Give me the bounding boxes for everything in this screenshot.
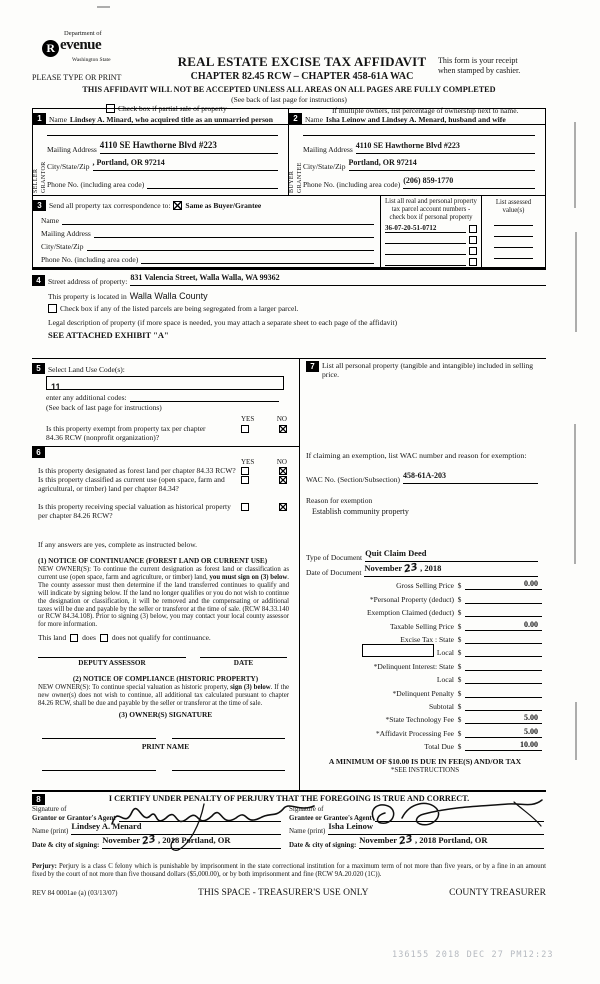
corr-name-label: Name — [41, 216, 59, 225]
processing-fee-dollar: $ — [457, 728, 462, 738]
seller-name-value[interactable]: Lindsey A. Minard, who acquired title as an unmarried person — [69, 115, 273, 124]
see-back-instructions: (See back of last page for instructions) — [46, 403, 162, 412]
buyer-name-value[interactable]: Isha Leinow and Lindsey A. Menard, husband and wife — [325, 115, 506, 124]
personal-deduct-field[interactable] — [465, 593, 542, 604]
grantor-sig-of-label: Signature of — [32, 805, 67, 813]
land-use-code-input[interactable] — [46, 376, 284, 390]
money-row-personal — [306, 590, 542, 603]
form-title: REAL ESTATE EXCISE TAX AFFIDAVIT — [177, 54, 427, 69]
parcel-row-3 — [385, 244, 477, 255]
logo-washington-state: Washington State — [72, 57, 111, 63]
print-name-lines — [42, 761, 285, 771]
legal-description-value[interactable]: SEE ATTACHED EXHIBIT "A" — [48, 330, 169, 340]
buyer-city-value: Portland, OR 97214 — [348, 158, 417, 167]
receipt-note-line2: when stamped by cashier. — [438, 65, 521, 75]
assessed-2-field[interactable] — [494, 226, 533, 237]
continuance-row — [38, 633, 289, 642]
title-block — [122, 54, 482, 82]
local-label-cell — [306, 644, 454, 657]
deputy-assessor-block — [38, 648, 186, 667]
scan-artifact-top — [97, 6, 110, 8]
parcel-row-1 — [385, 222, 477, 233]
send-to-label: Send all property tax correspondence to: — [49, 200, 171, 210]
seller-side-word2: GRANTOR — [40, 161, 47, 193]
form-subtitle: CHAPTER 82.45 RCW – CHAPTER 458-61A WAC — [190, 71, 414, 82]
corr-phone-field[interactable] — [141, 263, 374, 264]
additional-codes-row — [46, 390, 279, 402]
gross-price-dollar: $ — [457, 581, 462, 591]
total-due-dollar: $ — [457, 742, 462, 752]
buyer-city-label: City/State/Zip — [303, 162, 346, 171]
certify-statement: I CERTIFY UNDER PENALTY OF PERJURY THAT THE FOREGOING IS TRUE AND CORRECT. — [108, 794, 470, 803]
corr-mailing-row — [41, 225, 374, 238]
additional-codes-field[interactable] — [130, 401, 279, 402]
grantor-date-row — [32, 835, 281, 849]
notice2-part-c: . If the new owner(s) does not wish to continue, all additional tax calculated pursuant to chapter 84.26 RCW, shall be due and payable by the seller or transferor at the time of sale. — [38, 684, 289, 708]
assessor-signature-row — [38, 648, 287, 667]
street-address-value: 831 Valencia Street, Walla Walla, WA 99362 — [130, 273, 280, 282]
parcel-row-2 — [385, 233, 477, 244]
current-use-question: Is this property classified as current use (open space, farm and agricultural, or timber) land per chapter 84.34? — [38, 475, 225, 493]
doc-date-month: November — [364, 563, 403, 573]
notice1-title: (1) NOTICE OF CONTINUANCE (FOREST LAND OR CURRENT USE) — [38, 557, 268, 565]
total-due-field[interactable] — [465, 740, 542, 751]
yes-label-6: YES — [241, 458, 255, 466]
notice2-part-a: NEW OWNER(S): To continue special valuation as historic property, — [38, 684, 231, 692]
money-row-delinq-interest-local — [306, 671, 542, 684]
section8 — [32, 790, 546, 862]
buyer-mailing-value: 4110 SE Hawthorne Blvd #223 — [355, 141, 460, 150]
perjury-lead: Perjury: — [32, 863, 57, 870]
receipt-note-line1: This form is your receipt — [438, 56, 518, 65]
delinq-interest-local-field[interactable] — [465, 673, 542, 684]
subtotal-label: Subtotal — [428, 701, 454, 711]
deputy-assessor-label: DEPUTY ASSESSOR — [78, 659, 146, 668]
exempt-no-checkbox[interactable] — [279, 425, 287, 433]
cashier-stamp: 136155 2018 DEC 27 PM12:23 — [392, 950, 554, 960]
section7-badge: 7 — [306, 361, 319, 372]
corr-city-row — [41, 238, 374, 251]
delinq-interest-local-dollar: $ — [457, 675, 462, 685]
grantor-date-year-city: , 2018 Portland, OR — [157, 835, 231, 845]
doc-type-label: Type of Document — [306, 553, 363, 562]
taxable-price-value: 0.00 — [524, 619, 538, 629]
same-as-buyer-checkbox[interactable] — [173, 201, 182, 210]
header — [32, 28, 546, 115]
buyer-side-word1: BUYER — [289, 170, 295, 193]
delinq-interest-state-field[interactable] — [465, 660, 542, 671]
grantor-date-field[interactable] — [102, 830, 281, 849]
wac-label: WAC No. (Section/Subsection) — [306, 475, 400, 484]
logo-department-of: Department of — [64, 30, 102, 37]
parcel-2-checkbox[interactable] — [469, 236, 477, 244]
money-row-delinq-interest-state — [306, 657, 542, 670]
grantee-sig-of-label: Signature of — [289, 805, 324, 813]
grantee-date-row — [289, 835, 544, 849]
grantor-column — [32, 805, 289, 849]
doc-date-field[interactable] — [364, 558, 538, 577]
segregated-checkbox[interactable] — [48, 304, 57, 313]
grantor-date-city-label: Date & city of signing: — [32, 840, 100, 849]
yes-no-header-5 — [241, 415, 287, 423]
seller-name-row — [33, 109, 288, 125]
delinq-interest-local-label: Local — [436, 675, 454, 685]
main-region — [32, 358, 546, 790]
seller-city-field[interactable] — [93, 152, 279, 171]
money-row-taxable — [306, 617, 542, 630]
exempt-question-row — [46, 424, 299, 442]
wac-value: 458-61A-203 — [402, 471, 447, 480]
segregated-label: Check box if any of the listed parcels are being segregated from a larger parcel. — [60, 303, 299, 313]
print-name-title: PRINT NAME — [141, 741, 190, 751]
doc-date-year: , 2018 — [420, 563, 442, 573]
forest-checkboxes — [241, 466, 287, 475]
forest-yes-checkbox[interactable] — [241, 467, 249, 475]
section6-divider — [32, 446, 299, 447]
assessor-date-block — [200, 648, 287, 667]
seller-phone-field[interactable] — [147, 188, 278, 189]
grantor-date-month: November — [102, 835, 141, 845]
exempt-question — [46, 424, 236, 442]
total-due-value: 10.00 — [520, 740, 538, 750]
money-row-excise-state — [306, 631, 542, 644]
grantor-name-print-label: Name (print) — [32, 826, 69, 835]
grantee-agent-label: Grantee or Grantee's Agent — [289, 813, 372, 822]
personal-property-row — [306, 361, 544, 379]
wac-row — [306, 472, 538, 484]
seller-city-label: City/State/Zip — [47, 162, 90, 171]
correspondence-column — [33, 196, 381, 267]
total-due-label: Total Due — [424, 742, 454, 752]
forest-question: Is this property designated as forest land per chapter 84.33 RCW? — [38, 466, 236, 475]
delinq-interest-state-label: *Delinquent Interest: State — [373, 661, 454, 671]
street-address-row — [32, 272, 546, 286]
delinq-penalty-dollar: $ — [457, 688, 462, 698]
gross-price-value: 0.00 — [524, 579, 538, 589]
no-label-6: NO — [276, 458, 287, 466]
grantee-date-month: November — [359, 835, 398, 845]
seller-section — [33, 109, 289, 195]
delinq-interest-state-dollar: $ — [457, 661, 462, 671]
exemption-deduct-dollar: $ — [457, 608, 462, 618]
grantor-agent-label: Grantor or Grantor's Agent — [32, 813, 116, 822]
land-use-title: Select Land Use Code(s): — [48, 365, 125, 374]
corr-name-field[interactable] — [62, 224, 374, 225]
taxable-price-label: Taxable Selling Price — [389, 621, 454, 631]
reason-label: Reason for exemption — [306, 496, 373, 505]
section4 — [32, 268, 546, 354]
this-land-label: This land — [38, 633, 67, 643]
processing-fee-field[interactable] — [465, 727, 542, 738]
notice2-title: (2) NOTICE OF COMPLIANCE (HISTORIC PROPERTY) — [72, 675, 259, 684]
receipt-note — [438, 56, 546, 75]
local-label: Local — [436, 648, 454, 658]
land-use-code-value: 11 — [51, 382, 61, 392]
print-name-field-1[interactable] — [42, 761, 156, 771]
historic-no-checkbox[interactable] — [279, 503, 287, 511]
parcel-1-checkbox[interactable] — [469, 225, 477, 233]
buyer-phone-field[interactable] — [403, 170, 535, 189]
scan-artifact-right-3 — [574, 424, 576, 564]
current-use-question-row — [38, 475, 299, 493]
corr-mailing-label: Mailing Address — [41, 229, 91, 238]
doc-date-label: Date of Document — [306, 568, 362, 577]
assessed-1-field[interactable] — [494, 215, 533, 226]
parcel-2-field[interactable] — [385, 243, 466, 244]
buyer-city-field[interactable] — [349, 152, 536, 171]
buyer-phone-label: Phone No. (including area code) — [303, 180, 401, 189]
money-row-exemption — [306, 604, 542, 617]
grantor-date-day-handwritten: 23 — [140, 833, 157, 848]
corr-name-row — [41, 212, 374, 225]
multiple-owners-note: If multiple owners, list percentage of ownership next to name. — [332, 106, 519, 115]
reason-value[interactable]: Establish community property — [312, 507, 409, 516]
delinq-penalty-label: *Delinquent Penalty — [392, 688, 454, 698]
personal-deduct-dollar: $ — [457, 594, 462, 604]
gross-price-field[interactable] — [465, 579, 542, 590]
logo-evenue: evenue — [60, 37, 102, 53]
grantee-date-day-handwritten: 23 — [397, 833, 414, 848]
section1-badge: 1 — [33, 113, 46, 124]
no-label-5: NO — [276, 415, 287, 423]
owner-signature-field-1[interactable] — [42, 729, 156, 739]
notice1-part-c: . The county assessor must then determine if the land transferred continues to qualify and will indicate by signing below. If the land no longer qualifies or you do not wish to continue the designation or classification, it will be removed and the compensating or additional taxes will be due and payable by the seller or transferor at the time of sale. (RCW 84.33.140 or RCW 84.34.108). Prior to signing (3) below, you may contact your local county assessor for more information. — [38, 573, 289, 629]
corr-phone-row — [41, 251, 374, 264]
treasurer-use-box — [362, 644, 434, 657]
notice1-part-b: you must sign on (3) below — [209, 573, 288, 581]
current-use-checkboxes — [241, 475, 287, 484]
parcel-column — [381, 196, 481, 267]
owners-signature-title: (3) OWNER(S) SIGNATURE — [118, 709, 213, 719]
warning-line: THIS AFFIDAVIT WILL NOT BE ACCEPTED UNLESS ALL AREAS ON ALL PAGES ARE FULLY COMPLETED — [82, 85, 496, 94]
taxable-price-dollar: $ — [457, 621, 462, 631]
exemption-deduct-field[interactable] — [465, 606, 542, 617]
assessed-header: List assessed value(s) — [495, 199, 532, 214]
revenue-r-icon: R — [42, 40, 59, 57]
seller-mailing-label: Mailing Address — [47, 145, 97, 154]
yes-no-header-6 — [241, 458, 287, 466]
grantee-name-print-label: Name (print) — [289, 826, 326, 835]
owner-signature-field-2[interactable] — [172, 729, 286, 739]
grantee-date-field[interactable] — [359, 830, 544, 849]
money-row-local — [306, 644, 542, 657]
segregated-row — [48, 301, 546, 315]
buyer-side-word2: GRANTEE — [296, 162, 303, 193]
section2-badge: 2 — [289, 113, 302, 124]
seller-phone-row — [47, 171, 282, 189]
parcel-3-field[interactable] — [385, 254, 466, 255]
doc-date-day-handwritten: 23 — [403, 561, 419, 576]
wac-field[interactable] — [403, 465, 538, 484]
street-address-label: Street address of property: — [48, 277, 128, 286]
historic-yes-checkbox[interactable] — [241, 503, 249, 511]
tech-fee-value: 5.00 — [524, 713, 538, 723]
signature-columns — [32, 805, 546, 849]
gross-price-label: Gross Selling Price — [396, 581, 454, 591]
grantee-column — [289, 805, 546, 849]
money-table — [306, 577, 542, 751]
does-checkbox[interactable] — [70, 634, 78, 642]
doc-date-row — [306, 561, 538, 577]
minimum-fee-note: A MINIMUM OF $10.00 IS DUE IN FEE(S) AND/OR TAX — [328, 757, 522, 767]
buyer-mailing-label: Mailing Address — [303, 145, 353, 154]
tech-fee-dollar: $ — [457, 715, 462, 725]
excise-state-label: Excise Tax : State — [400, 634, 454, 644]
please-type-or-print: PLEASE TYPE OR PRINT — [32, 73, 122, 82]
money-row-total-due — [306, 738, 542, 751]
buyer-city-row — [303, 154, 539, 171]
taxable-price-field[interactable] — [465, 620, 542, 631]
parcel-4-field[interactable] — [385, 265, 466, 266]
processing-fee-label: *Affidavit Processing Fee — [375, 728, 454, 738]
claiming-exemption-note: If claiming an exemption, list WAC number and reason for exemption: — [306, 451, 527, 460]
money-row-delinq-penalty — [306, 684, 542, 697]
personal-property-text: List all personal property (tangible and intangible) included in selling price. — [322, 361, 534, 379]
section6-badge: 6 — [32, 447, 45, 458]
excise-state-dollar: $ — [457, 634, 462, 644]
notice2-body — [38, 684, 289, 708]
section4-badge: 4 — [32, 275, 45, 286]
delinq-penalty-field[interactable] — [465, 687, 542, 698]
notice1-part-a: NEW OWNER(S): To continue the current designation as forest land or classification as current use (open space, farm and agriculture, or timber) land, — [38, 566, 289, 581]
scan-artifact-right-2 — [575, 232, 577, 332]
local-dollar: $ — [457, 648, 462, 658]
located-label: This property is located in — [48, 292, 127, 301]
right-column — [300, 359, 546, 790]
local-field[interactable] — [465, 646, 542, 657]
owner-signature-lines — [42, 729, 285, 739]
see-instructions-note: *SEE INSTRUCTIONS — [390, 766, 460, 775]
see-back-note: (See back of last page for instructions) — [231, 95, 347, 104]
subtotal-field[interactable] — [465, 700, 542, 711]
seller-name-label: Name — [49, 115, 67, 124]
deputy-assessor-field[interactable] — [38, 648, 186, 658]
exempt-checkboxes — [241, 424, 287, 433]
located-value[interactable]: Walla Walla County — [129, 291, 208, 301]
assessor-date-field[interactable] — [200, 648, 287, 658]
parcel-row-4 — [385, 255, 477, 266]
seller-city-row — [47, 154, 282, 171]
section3-badge: 3 — [33, 200, 46, 211]
personal-deduct-label: *Personal Property (deduct) — [369, 594, 454, 604]
processing-fee-value: 5.00 — [524, 726, 538, 736]
assessed-column — [481, 196, 545, 267]
corr-mailing-field[interactable] — [94, 237, 374, 238]
seller-mailing-value: 4110 SE Hawthorne Blvd #223 — [99, 140, 217, 150]
rev-number: REV 84 0001ae (a) (03/13/07) — [32, 889, 118, 897]
county-treasurer-label: COUNTY TREASURER — [449, 888, 546, 898]
corr-city-field[interactable] — [87, 250, 375, 251]
excise-state-field[interactable] — [465, 633, 542, 644]
tech-fee-label: *State Technology Fee — [385, 715, 454, 725]
parcel-1-value[interactable]: 36-07-20-51-0712 — [385, 224, 466, 233]
seller-side-label — [34, 126, 46, 193]
notice1-body — [38, 566, 289, 629]
perjury-text: Perjury is a class C felony which is punishable by imprisonment in the state correctional institution for a maximum term of not more than five years, or by a fine in an amount fixed by the court of not more than five thousand dollars ($5,000.00), or by both imprisonment and fine (RCW 9A.20.020 (1C)). — [32, 863, 546, 878]
section8-badge: 8 — [32, 794, 45, 805]
tech-fee-field[interactable] — [465, 713, 542, 724]
grantee-date-city-label: Date & city of signing: — [289, 840, 357, 849]
money-row-processing-fee — [306, 724, 542, 737]
buyer-name-row — [289, 109, 545, 125]
buyer-phone-row — [303, 171, 539, 189]
scan-artifact-right-4 — [575, 702, 577, 760]
does-not-label: does not qualify for continuance. — [111, 633, 211, 643]
buyer-side-label — [290, 126, 302, 193]
seller-side-word1: SELLER — [33, 168, 39, 193]
located-row — [48, 286, 546, 301]
parcel-4-checkbox[interactable] — [469, 258, 477, 266]
seller-city-value: , Portland, OR 97214 — [92, 158, 165, 167]
money-row-tech-fee — [306, 711, 542, 724]
does-label: does — [82, 633, 96, 643]
buyer-phone-value: (206) 859-1770 — [403, 176, 454, 185]
money-row-subtotal — [306, 698, 542, 711]
exempt-yes-checkbox[interactable] — [241, 425, 249, 433]
send-correspondence-row — [33, 198, 374, 212]
buyer-name-label: Name — [305, 115, 323, 124]
scan-artifact-right-1 — [574, 122, 576, 208]
section5-badge: 5 — [32, 363, 45, 374]
historic-question: Is this property receiving special valuation as historical property per chapter 84.26 RCW? — [38, 502, 231, 520]
assessed-3-field[interactable] — [494, 237, 533, 248]
current-use-yes-checkbox[interactable] — [241, 476, 249, 484]
seller-phone-label: Phone No. (including area code) — [47, 180, 145, 189]
parcel-header: List all real and personal property tax parcel account numbers - check box if personal property — [385, 198, 477, 221]
current-use-no-checkbox[interactable] — [279, 476, 287, 484]
corr-phone-label: Phone No. (including area code) — [41, 255, 139, 264]
money-row-gross — [306, 577, 542, 590]
assessor-date-label: DATE — [233, 659, 254, 668]
print-name-field-2[interactable] — [172, 761, 286, 771]
parties-box — [32, 108, 546, 196]
legal-description-label: Legal description of property (if more space is needed, you may attach a separate sheet to each page of the affidavit) — [48, 318, 398, 327]
historic-question-row — [38, 502, 299, 520]
exempt-question-line1: Is this property exempt from property tax per chapter — [46, 424, 206, 433]
treasurer-space-label: THIS SPACE - TREASURER'S USE ONLY — [198, 888, 369, 898]
buyer-section — [289, 109, 545, 195]
perjury-paragraph — [32, 863, 546, 879]
exempt-question-line2: 84.36 RCW (nonprofit organization)? — [46, 433, 160, 442]
notice2-part-b: sign (3) below — [230, 684, 271, 692]
forest-no-checkbox[interactable] — [279, 467, 287, 475]
grantee-date-year-city: , 2018 Portland, OR — [414, 835, 488, 845]
footer-row — [32, 888, 546, 898]
additional-codes-label: enter any additional codes: — [46, 393, 127, 402]
doc-type-value: Quit Claim Deed — [365, 548, 427, 558]
section3-box — [32, 196, 546, 268]
parcel-3-checkbox[interactable] — [469, 247, 477, 255]
yes-label-5: YES — [241, 415, 255, 423]
same-as-buyer-label: Same as Buyer/Grantee — [185, 200, 262, 210]
grantor-name-value: Lindsey A. Menard — [71, 821, 142, 831]
historic-checkboxes — [241, 502, 287, 511]
forest-question-row — [38, 466, 299, 475]
grantee-name-value: Isha Leinow — [328, 821, 373, 831]
corr-city-label: City/State/Zip — [41, 242, 84, 251]
exemption-deduct-label: Exemption Claimed (deduct) — [366, 608, 454, 618]
land-use-title-row — [32, 361, 299, 374]
left-column — [32, 359, 300, 790]
partial-sale-label: Check box if partial sale of property — [118, 104, 227, 113]
street-address-field[interactable] — [130, 267, 546, 286]
subtotal-dollar: $ — [457, 701, 462, 711]
does-not-checkbox[interactable] — [100, 634, 108, 642]
assessed-4-field[interactable] — [494, 248, 533, 259]
if-yes-note: If any answers are yes, complete as instructed below. — [38, 540, 198, 549]
